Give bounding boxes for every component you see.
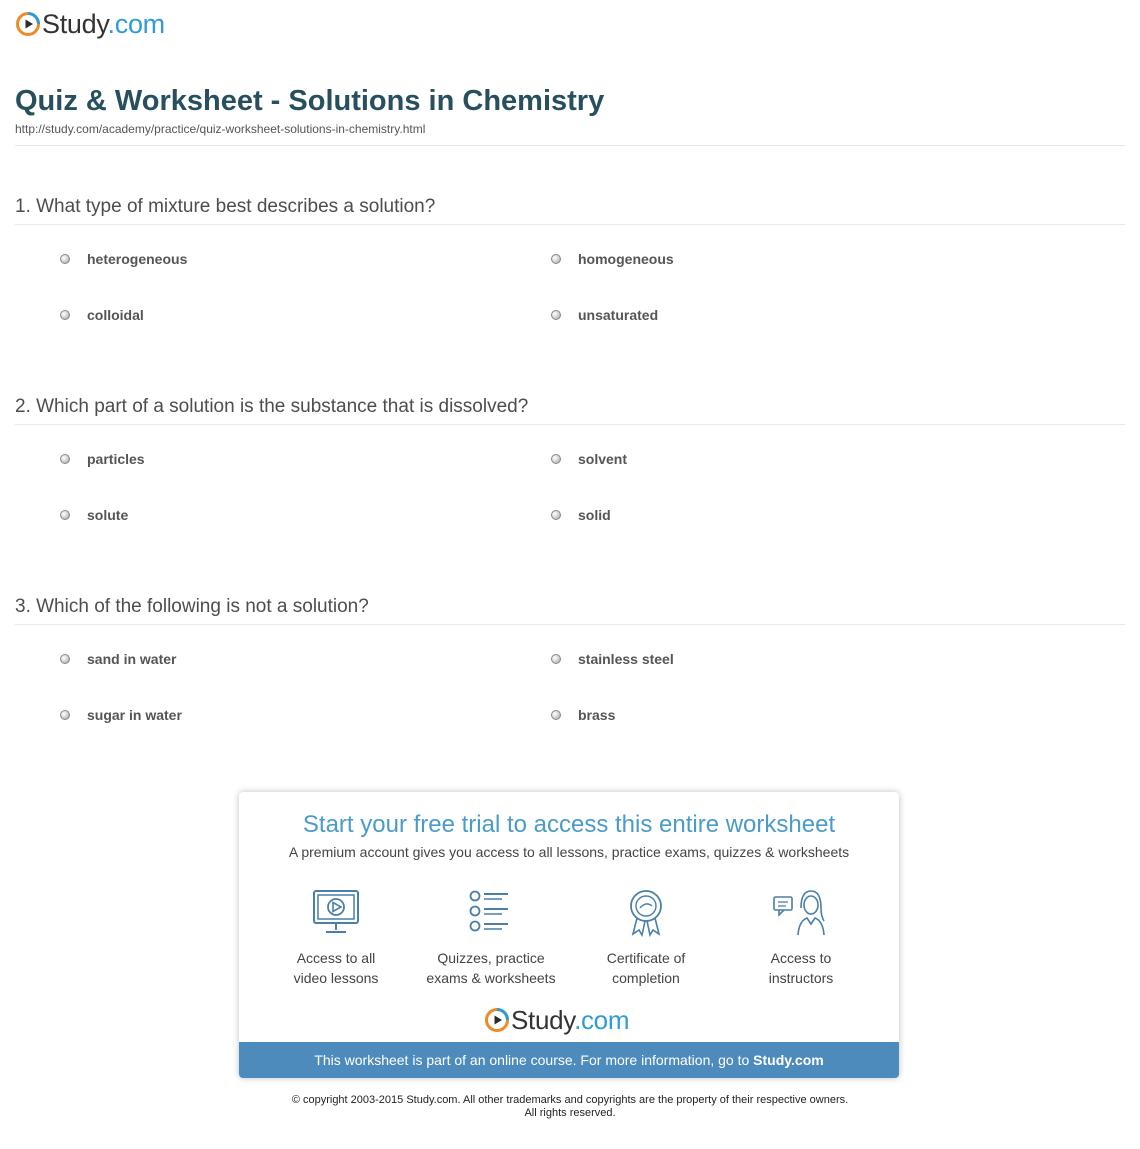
promo-footer-bar bbox=[239, 1042, 899, 1078]
question-divider bbox=[15, 624, 1125, 625]
radio-button[interactable] bbox=[60, 254, 70, 264]
radio-button[interactable] bbox=[551, 454, 561, 464]
answer-label: solid bbox=[578, 507, 611, 523]
study-logo-icon bbox=[485, 1008, 509, 1032]
question-text: 2. Which part of a solution is the substance that is dissolved? bbox=[15, 396, 529, 417]
answer-label: particles bbox=[87, 451, 145, 467]
page-title: Quiz & Worksheet - Solutions in Chemistry bbox=[15, 85, 605, 117]
feature-label: Access to instructors bbox=[768, 950, 834, 986]
answer-label: sugar in water bbox=[87, 707, 182, 723]
answer-label: sand in water bbox=[87, 651, 177, 667]
question-2 bbox=[0, 396, 1140, 596]
answer-label: stainless steel bbox=[578, 651, 674, 667]
answer-option[interactable] bbox=[60, 707, 182, 723]
answer-option[interactable] bbox=[551, 651, 674, 667]
copyright-notice: © copyright 2003-2015 Study.com. All other trademarks and copyrights are the property of their respective owners. All rights reserved. bbox=[291, 1094, 849, 1119]
answer-option[interactable] bbox=[551, 507, 611, 523]
answer-label: unsaturated bbox=[578, 307, 659, 323]
feature-label: Quizzes, practice exams & worksheets bbox=[426, 950, 556, 986]
radio-button[interactable] bbox=[60, 510, 70, 520]
answer-label: heterogeneous bbox=[87, 251, 188, 267]
video-lesson-icon bbox=[311, 888, 361, 938]
study-logo-icon bbox=[16, 12, 40, 36]
promo-footer-text: This worksheet is part of an online course. For more information, go to bbox=[314, 1052, 754, 1068]
answer-label: homogeneous bbox=[578, 251, 674, 267]
question-1 bbox=[0, 196, 1140, 396]
radio-button[interactable] bbox=[551, 254, 561, 264]
site-logo[interactable] bbox=[16, 10, 165, 38]
promo-logo[interactable] bbox=[485, 1006, 629, 1034]
feature-label: Access to all video lessons bbox=[293, 950, 379, 986]
answer-option[interactable] bbox=[60, 307, 144, 323]
header-divider bbox=[15, 145, 1125, 146]
radio-button[interactable] bbox=[60, 454, 70, 464]
radio-button[interactable] bbox=[551, 654, 561, 664]
free-trial-promo bbox=[239, 792, 899, 1078]
answer-option[interactable] bbox=[551, 251, 674, 267]
answer-label: solute bbox=[87, 507, 129, 523]
answer-option[interactable] bbox=[551, 707, 615, 723]
answer-option[interactable] bbox=[60, 251, 187, 267]
radio-button[interactable] bbox=[60, 654, 70, 664]
promo-subtitle: A premium account gives you access to all lessons, practice exams, quizzes & worksheets bbox=[288, 844, 850, 860]
answer-option[interactable] bbox=[60, 507, 128, 523]
certificate-icon bbox=[621, 888, 671, 938]
answer-label: brass bbox=[578, 707, 616, 723]
question-divider bbox=[15, 224, 1125, 225]
feature-certificate bbox=[571, 888, 721, 988]
radio-button[interactable] bbox=[551, 310, 561, 320]
question-divider bbox=[15, 424, 1125, 425]
question-text: 3. Which of the following is not a solution? bbox=[15, 596, 369, 617]
promo-footer-link[interactable]: Study.com bbox=[753, 1052, 824, 1068]
question-3 bbox=[0, 596, 1140, 796]
question-text: 1. What type of mixture best describes a solution? bbox=[15, 196, 436, 217]
answer-label: colloidal bbox=[87, 307, 144, 323]
feature-label: Certificate of completion bbox=[606, 950, 686, 986]
answer-option[interactable] bbox=[551, 307, 658, 323]
logo-wordmark: Study.com bbox=[511, 1005, 630, 1035]
radio-button[interactable] bbox=[551, 710, 561, 720]
radio-button[interactable] bbox=[60, 310, 70, 320]
instructor-icon bbox=[771, 888, 831, 938]
quiz-list-icon bbox=[466, 888, 516, 938]
page-url: http://study.com/academy/practice/quiz-worksheet-solutions-in-chemistry.html bbox=[15, 122, 426, 136]
feature-instructors bbox=[726, 888, 876, 988]
answer-label: solvent bbox=[578, 451, 628, 467]
answer-option[interactable] bbox=[60, 451, 145, 467]
promo-title[interactable]: Start your free trial to access this entire worksheet bbox=[302, 811, 836, 838]
radio-button[interactable] bbox=[60, 710, 70, 720]
answer-option[interactable] bbox=[60, 651, 176, 667]
radio-button[interactable] bbox=[551, 510, 561, 520]
answer-option[interactable] bbox=[551, 451, 627, 467]
feature-quizzes bbox=[416, 888, 566, 988]
logo-wordmark: Study.com bbox=[42, 9, 165, 39]
feature-video-lessons bbox=[261, 888, 411, 988]
